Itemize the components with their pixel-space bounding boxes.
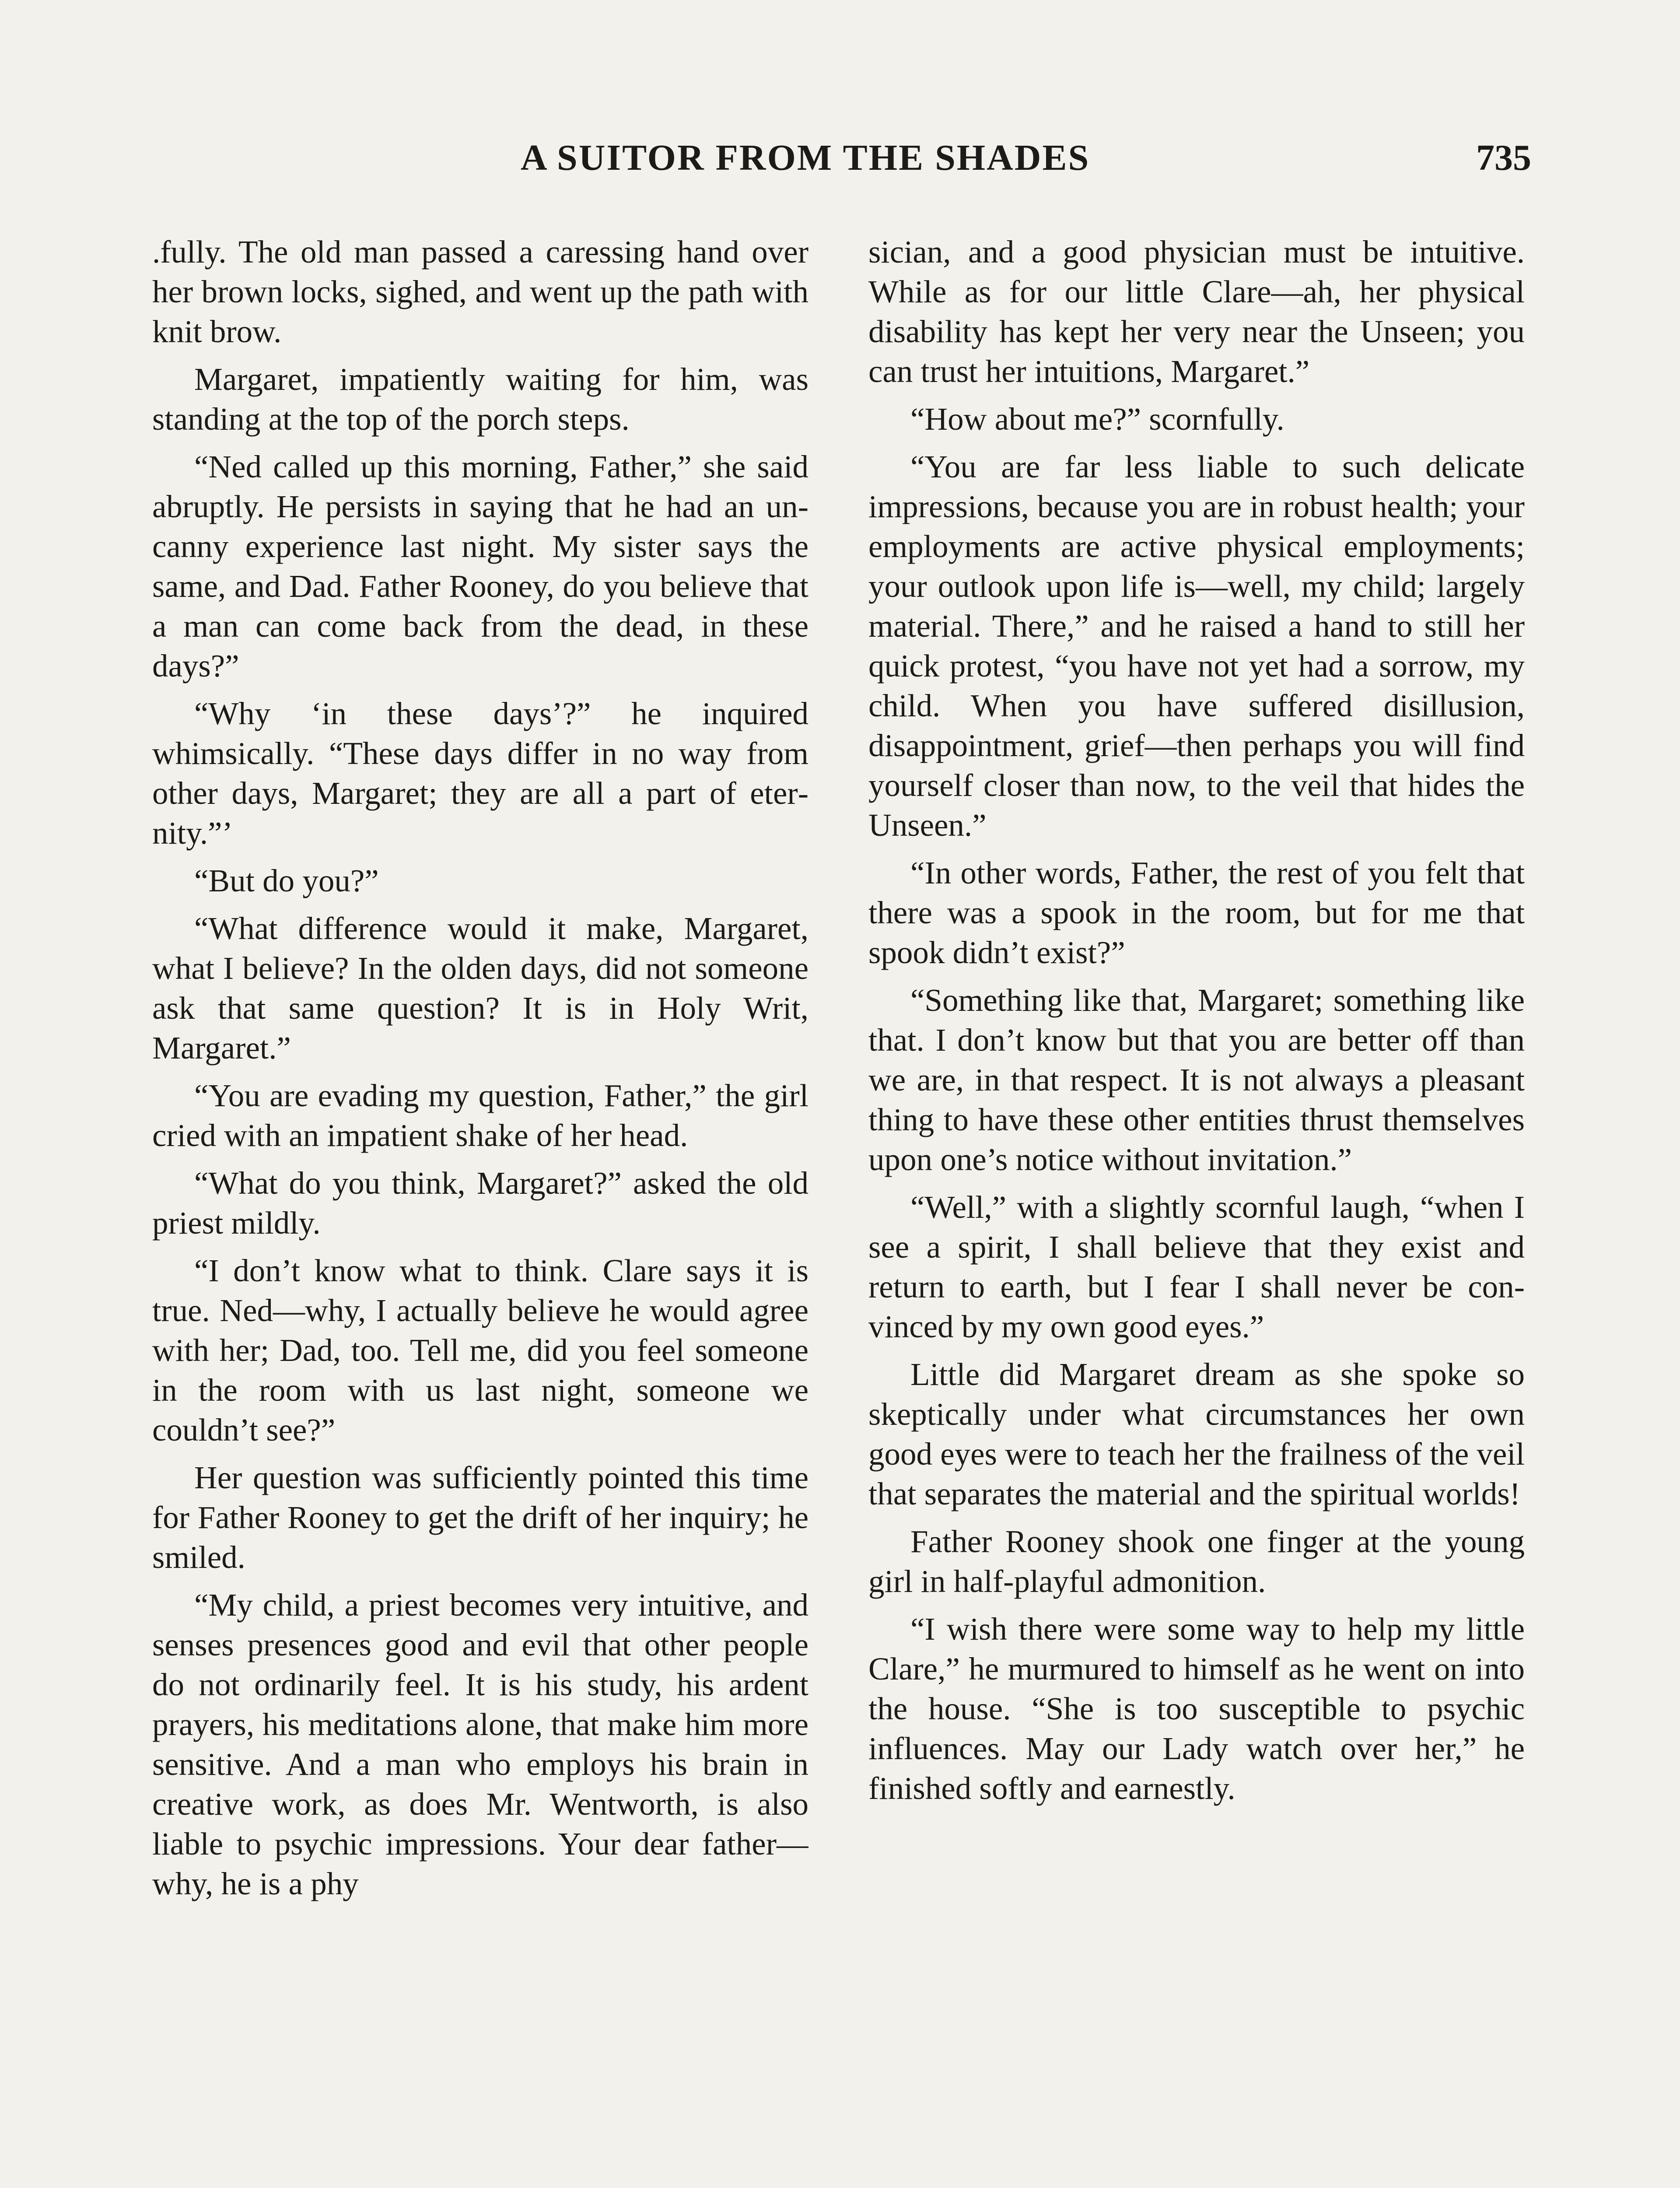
paragraph: “You are far less liable to such delicate impressions, because you are in robust health; your employments are active physical employments; your outlook upon life is—well, my child; largely material. There,” and he raised a hand to still her quick protest, “you have not yet had a sorrow, my child. When you have suffered disillusion, disappointment, grief—then perhaps you will find yourself closer than now, to the veil that hides the Unseen.” — [868, 449, 1525, 843]
paragraph: “I wish there were some way to help my little Clare,” he murmured to himself as he went on into the house. “She is too susceptible to psychic influences. May our Lady watch over her,” he finished softly and earnestly. — [868, 1611, 1525, 1806]
paragraph: Margaret, impatiently waiting for him, was standing at the top of the porch steps. — [152, 361, 808, 437]
paragraph: .fully. The old man passed a caressing hand over her brown locks, sighed, and went up the path with knit brow. — [152, 234, 808, 349]
left-text-column — [152, 232, 808, 2188]
running-header-title: A SUITOR FROM THE SHADES — [521, 137, 1090, 178]
paragraph: “I don’t know what to think. Clare says it is true. Ned—why, I actually believe he would agree with her; Dad, too. Tell me, did you feel someone in the room with us last night, someone we couldn’t see?” — [152, 1253, 808, 1448]
right-text-column — [868, 232, 1525, 2188]
page-number: 735 — [1476, 137, 1531, 178]
paragraph: “In other words, Father, the rest of you felt that there was a spook in the room, but for me that spook didn’t exist?” — [868, 855, 1525, 970]
paragraph: “Why ‘in these days’?” he inquired whimsically. “These days differ in no way from other days, Margaret; they are all a part of eternity.”’ — [152, 696, 808, 851]
paragraph: “Something like that, Margaret; something like that. I don’t know but that you are better off than we are, in that respect. It is not always a pleasant thing to have these other entities thrust themselves upon one’s notice without invitation.” — [868, 982, 1525, 1177]
paragraph: “What difference would it make, Margaret, what I believe? In the olden days, did not someone ask that same question? It is in Holy Writ, Margaret.” — [152, 911, 808, 1066]
paragraph: “But do you?” — [194, 863, 379, 898]
paragraph: “What do you think, Margaret?” asked the old priest mildly. — [152, 1165, 808, 1241]
paragraph: “You are evading my question, Father,” the girl cried with an impatient shake of her head. — [152, 1078, 808, 1153]
paragraph: “Well,” with a slightly scornful laugh, “when I see a spirit, I shall believe that they exist and return to earth, but I fear I shall never be convinced by my own good eyes.” — [868, 1189, 1525, 1344]
paragraph: Her question was sufficiently pointed this time for Father Rooney to get the drift of her inquiry; he smiled. — [152, 1460, 808, 1575]
paragraph: “Ned called up this morning, Father,” she said abruptly. He persists in saying that he had an uncanny experience last night. My sister says the same, and Dad. Father Rooney, do you believe that a man can come back from the dead, in these days?” — [152, 449, 808, 684]
paragraph: Little did Margaret dream as she spoke so skeptically under what circumstances her own good eyes were to teach her the frailness of the veil that separates the material and the spiritual worlds! — [868, 1357, 1525, 1511]
paragraph: sician, and a good physician must be intuitive. While as for our little Clare—ah, her physical disability has kept her very near the Unseen; you can trust her intuitions, Margaret.” — [868, 234, 1525, 389]
paragraph: Father Rooney shook one finger at the young girl in half-playful admonition. — [868, 1524, 1525, 1599]
paragraph: “How about me?” scornfully. — [910, 401, 1284, 437]
paragraph: “My child, a priest becomes very intuitive, and senses presences good and evil that other people do not ordinarily feel. It is his study, his ardent prayers, his meditations alone, that make him more sensitive. And a man who employs his brain in creative work, as does Mr. Wentworth, is also liable to psychic impressions. Your dear father—why, he is a phy — [152, 1587, 808, 1901]
